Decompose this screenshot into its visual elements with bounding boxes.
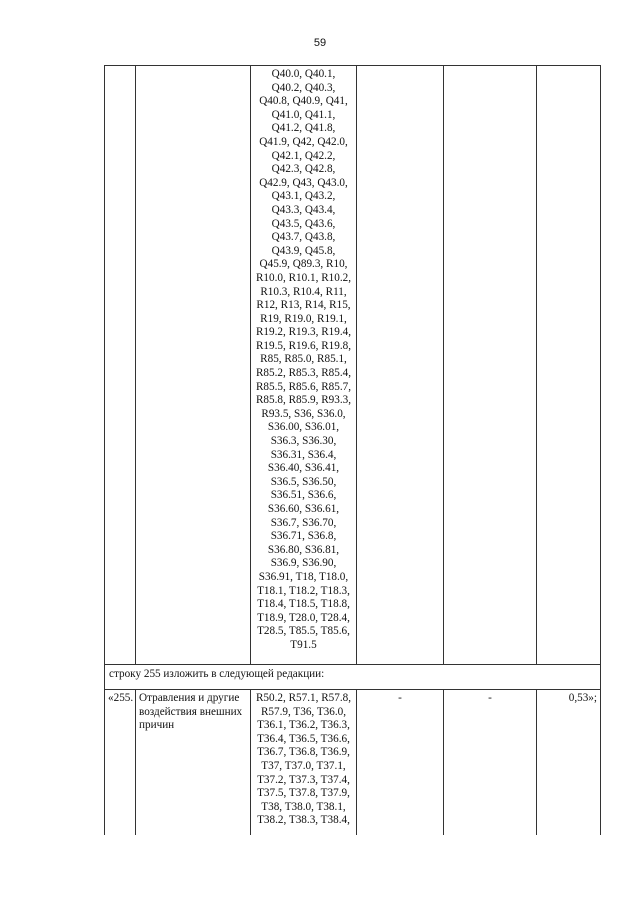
coefficient-cell [537,66,601,665]
page-number: 59 [313,37,327,49]
col4-cell [357,66,444,665]
col5-cell: - [444,690,537,835]
table-row-continued [105,66,601,665]
col4-cell: - [357,690,444,835]
instruction-row [105,665,601,690]
document-table [104,65,601,835]
icd-codes-text: R50.2, R57.1, R57.8, R57.9, T36, T36.0, T36.1, T36.2, T36.3, T36.4, T36.5, T36.6, T36.7, T36.8, T36.9, T37, T37.0, T37.1, T37.2, T37.3, T37.4, T37.5, T37.8, T37.9, T38, T38.0, T38.1, T38.2, T38.3, T38.4, [255,692,352,827]
instruction-text: строку 255 изложить в следующей редакции: [105,665,601,690]
table-row-255 [105,690,601,835]
col5-cell [444,66,537,665]
row-number-cell [105,66,136,665]
row-number-cell: «255. [105,690,136,835]
coefficient-cell: 0,53»; [537,690,601,835]
row-name-cell: Отравления и другие воздействия внешних причин [136,690,251,835]
icd-codes-text: Q40.0, Q40.1, Q40.2, Q40.3, Q40.8, Q40.9, Q41, Q41.0, Q41.1, Q41.2, Q41.8, Q41.9, Q42, Q42.0, Q42.1, Q42.2, Q42.3, Q42.8, Q42.9, Q43, Q43.0, Q43.1, Q43.2, Q43.3, Q43.4, Q43.5, Q43.6, Q43.7, Q43.8, Q43.9, Q45.8, Q45.9, Q89.3, R10, R10.0, R10.1, R10.2, R10.3, R10.4, R11, R12, R13, R14, R15, R19, R19.0, R19.1, R19.2, R19.3, R19.4, R19.5, R19.6, R19.8, R85, R85.0, R85.1, R85.2, R85.3, R85.4, R85.5, R85.6, R85.7, R85.8, R85.9, R93.3, R93.5, S36, S36.0, S36.00, S36.01, S36.3, S36.30, S36.31, S36.4, S36.40, S36.41, S36.5, S36.50, S36.51, S36.6, S36.60, S36.61, S36.7, S36.70, S36.71, S36.8, S36.80, S36.81, S36.9, S36.90, S36.91, T18, T18.0, T18.1, T18.2, T18.3, T18.4, T18.5, T18.8, T18.9, T28.0, T28.4, T28.5, T85.5, T85.6, T91.5 [255,68,352,651]
icd-codes-cell [251,66,357,665]
icd-codes-cell [251,690,357,835]
row-name-cell [136,66,251,665]
